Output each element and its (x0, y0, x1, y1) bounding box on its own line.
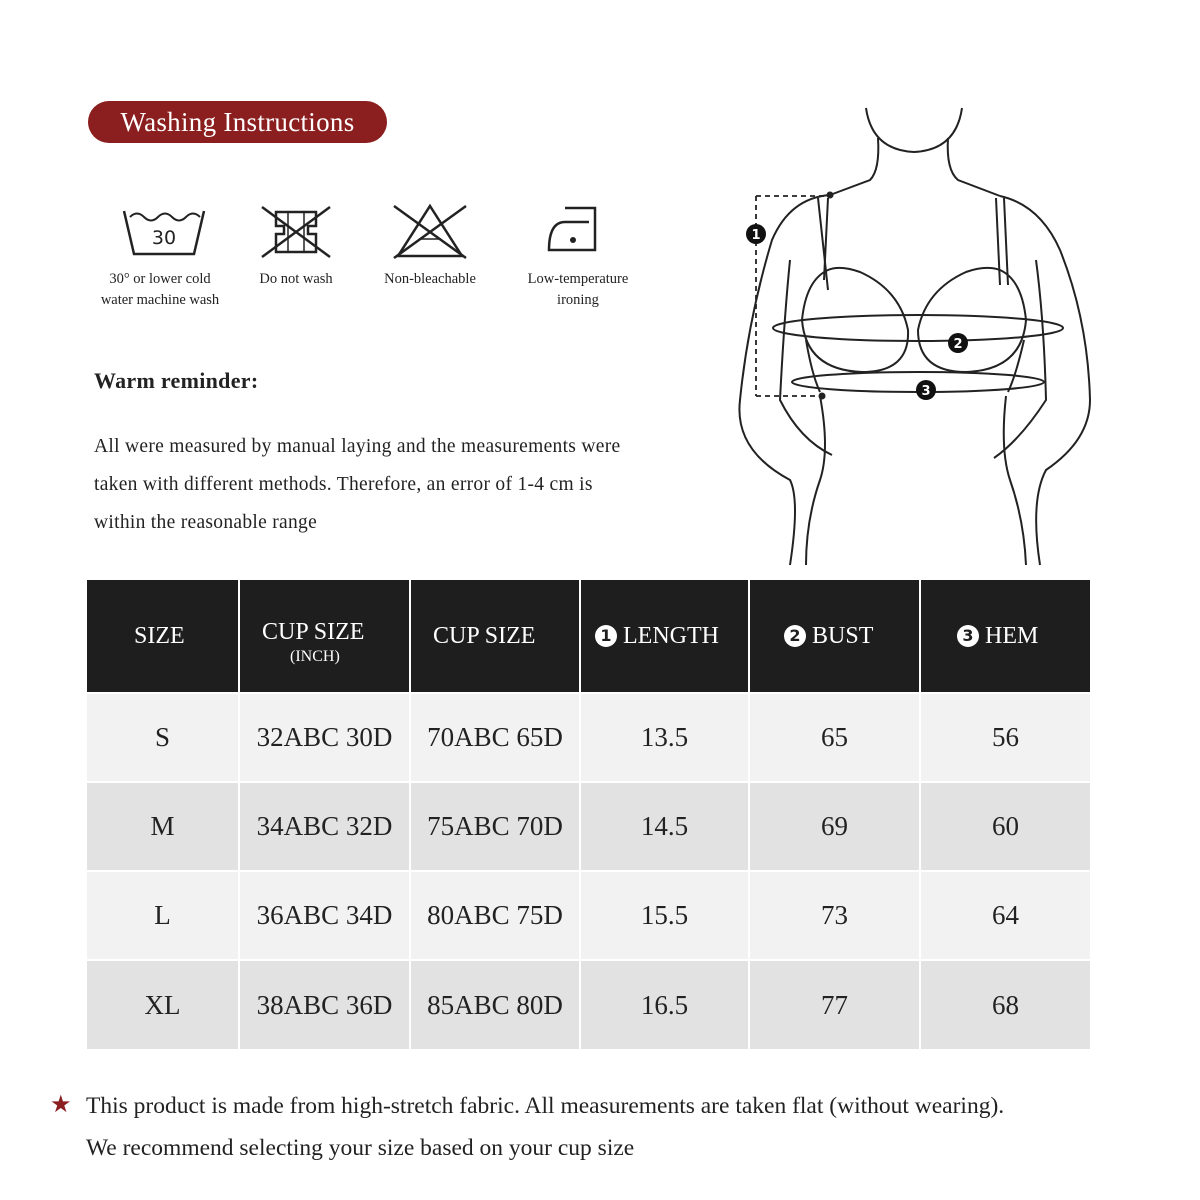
fabric-note: This product is made from high-stretch fabric. All measurements are taken flat (without wearing). We recommend selecting your size based on your cup size (86, 1093, 1005, 1161)
svg-text:2: 2 (953, 337, 963, 352)
length-number-icon: 1 (595, 625, 617, 647)
cell-cup: 80ABC 75D (410, 871, 580, 960)
cell-cup: 70ABC 65D (410, 693, 580, 782)
wash-30-label: 30° or lower cold water machine wash (100, 271, 220, 308)
table-row (87, 871, 1090, 960)
hem-number-icon: 3 (957, 625, 979, 647)
cell-cup: 85ABC 80D (410, 960, 580, 1049)
cell-cup: 75ABC 70D (410, 782, 580, 871)
cell-size: XL (87, 960, 239, 1049)
cell-hem: 64 (920, 871, 1090, 960)
cell-cup-inch: 36ABC 34D (239, 871, 410, 960)
cell-size: S (87, 693, 239, 782)
cell-bust: 73 (749, 871, 920, 960)
cell-size: M (87, 782, 239, 871)
cell-cup-inch: 32ABC 30D (239, 693, 410, 782)
bust-number-icon: 2 (784, 625, 806, 647)
cell-bust: 65 (749, 693, 920, 782)
svg-text:1: 1 (751, 228, 761, 243)
cell-cup-inch: 34ABC 32D (239, 782, 410, 871)
wash-30-icon (122, 205, 206, 257)
non-bleach-label: Non-bleachable (384, 271, 476, 287)
header-length: 1 LENGTH (580, 580, 749, 693)
cell-hem: 60 (920, 782, 1090, 871)
header-size: SIZE (87, 580, 239, 693)
warm-reminder-title: Warm reminder: (94, 368, 259, 393)
low-iron-label: Low-temperature ironing (527, 271, 629, 308)
header-bust: 2 BUST (749, 580, 920, 693)
washing-instructions-title: Washing Instructions (88, 101, 387, 143)
non-bleach-icon (392, 202, 468, 260)
cell-size: L (87, 871, 239, 960)
table-row (87, 960, 1090, 1049)
cell-length: 16.5 (580, 960, 749, 1049)
cell-bust: 69 (749, 782, 920, 871)
cell-length: 14.5 (580, 782, 749, 871)
cell-length: 13.5 (580, 693, 749, 782)
svg-text:3: 3 (921, 384, 931, 399)
header-cup-size: CUP SIZE (410, 580, 580, 693)
svg-text:30: 30 (151, 227, 177, 249)
table-row (87, 693, 1090, 782)
cell-hem: 68 (920, 960, 1090, 1049)
table-row (87, 782, 1090, 871)
cell-cup-inch: 38ABC 36D (239, 960, 410, 1049)
header-cup-size-inch: CUP SIZE (INCH) (239, 580, 410, 693)
do-not-wash-label: Do not wash (259, 271, 333, 287)
size-chart-table (87, 580, 1090, 1049)
low-iron-icon (545, 204, 603, 252)
cell-bust: 77 (749, 960, 920, 1049)
cell-length: 15.5 (580, 871, 749, 960)
bra-measurement-figure (730, 100, 1120, 570)
do-not-wash-icon (258, 204, 334, 260)
cell-hem: 56 (920, 693, 1090, 782)
warm-reminder-text: All were measured by manual laying and the measurements were taken with different methods. Therefore, an error of 1-4 cm is within the reasonable range (94, 436, 621, 533)
header-hem: 3 HEM (920, 580, 1090, 693)
table-header-row (87, 580, 1090, 693)
star-icon: ★ (50, 1090, 72, 1118)
